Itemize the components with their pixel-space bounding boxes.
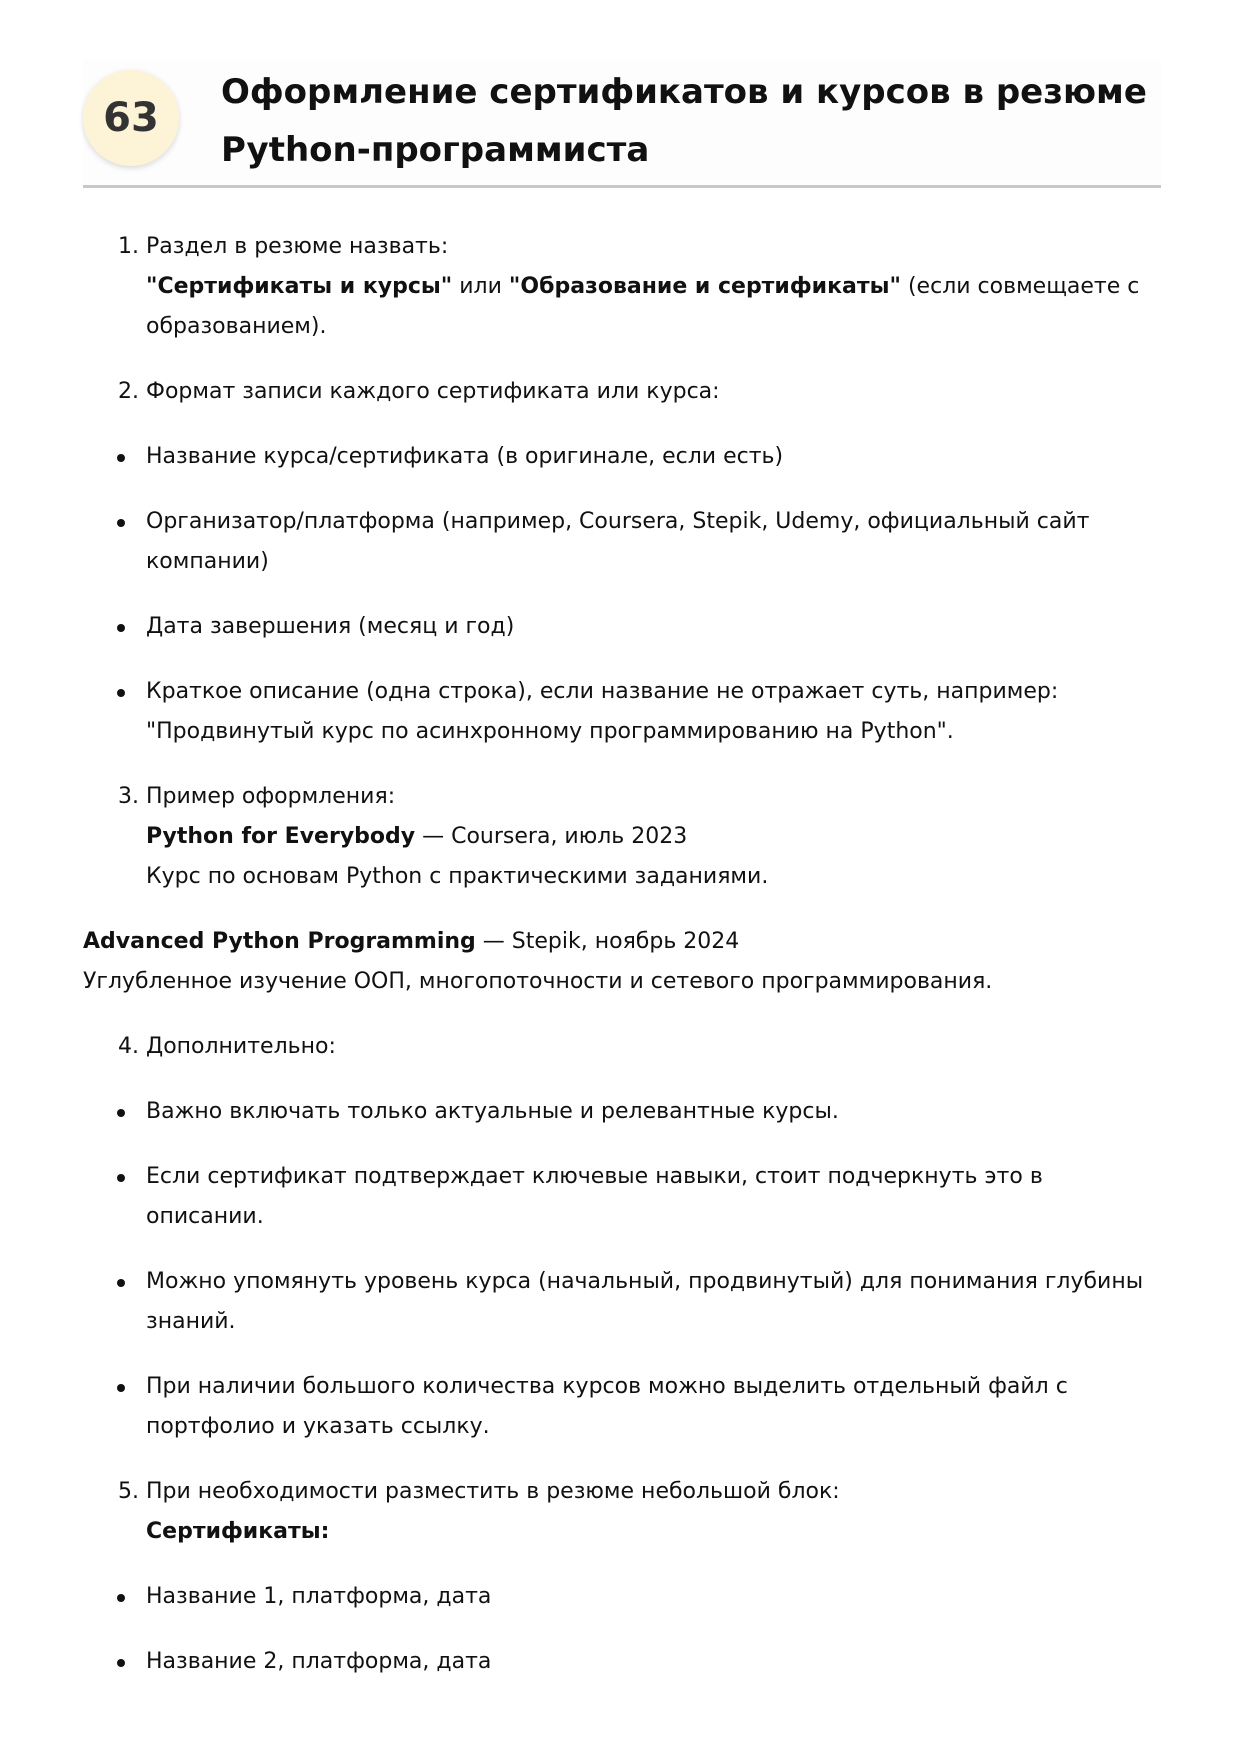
section-name-options bbox=[146, 267, 1161, 347]
certificate-bullets bbox=[83, 1577, 1161, 1682]
example-2 bbox=[83, 922, 1161, 1002]
example-2-desc: Углубленное изучение ООП, многопоточности и сетевого программирования. bbox=[83, 969, 993, 994]
page-title: Оформление сертификатов и курсов в резюме Python-программиста bbox=[221, 72, 1147, 170]
list-item: Дата завершения (месяц и год) bbox=[83, 607, 1161, 647]
item-number: 2. bbox=[118, 379, 139, 404]
list-item-3 bbox=[83, 777, 1161, 897]
format-bullets bbox=[83, 437, 1161, 752]
additional-bullets bbox=[83, 1092, 1161, 1447]
item-number: 4. bbox=[118, 1034, 139, 1059]
page-header bbox=[83, 60, 1161, 188]
example-1-title: Python for Everybody bbox=[146, 824, 416, 849]
list-item: Краткое описание (одна строка), если название не отражает суть, например: "Продвинутый курс по асинхронному программированию на Python". bbox=[83, 672, 1161, 752]
item-intro: Пример оформления: bbox=[146, 784, 396, 809]
item-number: 1. bbox=[118, 234, 139, 259]
example-1-desc: Курс по основам Python с практическими заданиями. bbox=[146, 864, 769, 889]
example-1-meta: — Coursera, июль 2023 bbox=[415, 824, 688, 849]
item-intro: При необходимости разместить в резюме небольшой блок: bbox=[146, 1479, 840, 1504]
example-2-title: Advanced Python Programming bbox=[83, 929, 476, 954]
content bbox=[83, 227, 1161, 1682]
list-item-1 bbox=[83, 227, 1161, 347]
list-item: Название курса/сертификата (в оригинале, если есть) bbox=[83, 437, 1161, 477]
item-intro: Раздел в резюме назвать: bbox=[146, 234, 449, 259]
list-item: Можно упомянуть уровень курса (начальный, продвинутый) для понимания глубины знаний. bbox=[83, 1262, 1161, 1342]
list-item: При наличии большого количества курсов можно выделить отдельный файл с портфолио и указать ссылку. bbox=[83, 1367, 1161, 1447]
note-text: (если совмещаете с образованием). bbox=[146, 274, 1140, 339]
list-item: Если сертификат подтверждает ключевые навыки, стоит подчеркнуть это в описании. bbox=[83, 1157, 1161, 1237]
list-item-5 bbox=[83, 1472, 1161, 1552]
example-2-line bbox=[83, 922, 1161, 962]
item-number: 5. bbox=[118, 1479, 139, 1504]
item-intro: Формат записи каждого сертификата или курса: bbox=[146, 379, 720, 404]
section-name-1: "Сертификаты и курсы" bbox=[146, 274, 453, 299]
list-item-2 bbox=[83, 372, 1161, 412]
list-item: Название 1, платформа, дата bbox=[83, 1577, 1161, 1617]
example-1-line bbox=[146, 817, 1161, 857]
section-name-2: "Образование и сертификаты" bbox=[508, 274, 901, 299]
list-item-4 bbox=[83, 1027, 1161, 1067]
list-item: Организатор/платформа (например, Coursera, Stepik, Udemy, официальный сайт компании) bbox=[83, 502, 1161, 582]
item-intro: Дополнительно: bbox=[146, 1034, 336, 1059]
item-number: 3. bbox=[118, 784, 139, 809]
page-number-badge: 63 bbox=[83, 70, 179, 166]
list-item: Важно включать только актуальные и релевантные курсы. bbox=[83, 1092, 1161, 1132]
or-text: или bbox=[452, 274, 509, 299]
example-2-meta: — Stepik, ноябрь 2024 bbox=[475, 929, 740, 954]
certificates-label: Сертификаты: bbox=[146, 1519, 330, 1544]
list-item: Название 2, платформа, дата bbox=[83, 1642, 1161, 1682]
